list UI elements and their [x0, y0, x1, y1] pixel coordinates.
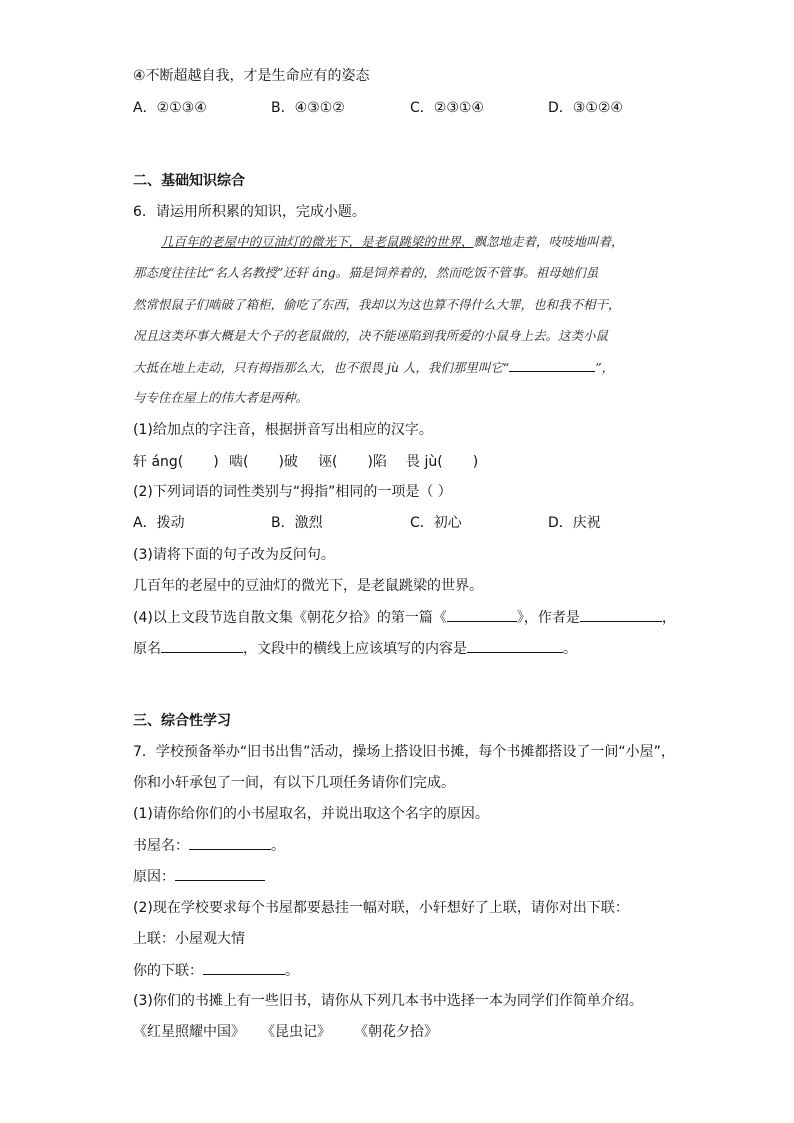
q6-sub2-prompt: (2)下列词语的词性类别与“拇指”相同的一项是（ ）	[133, 484, 452, 500]
reason-blank[interactable]	[175, 866, 265, 881]
upper-couplet: 上联：小屋观大情	[133, 931, 245, 947]
q7-sub3-prompt: (3)你们的书摊上有一些旧书，请你从下列几本书中选择一本为同学们作简单介绍。	[133, 993, 643, 1009]
q7-sub1-prompt: (1)请你给你们的小书屋取名，并说出取这个名字的原因。	[133, 806, 489, 822]
reason-line: 原因：	[133, 866, 265, 887]
bookhouse-name-line: 书屋名： 。	[133, 835, 285, 856]
q7-stem-line-2: 你和小轩承包了一间，有以下几项任务请你们完成。	[133, 775, 455, 791]
q6-sub1-item-1[interactable]: 轩 áng( )	[133, 454, 219, 470]
bookhouse-name-blank[interactable]	[189, 835, 271, 850]
passage-line-5	[133, 357, 670, 378]
lower-couplet-line: 你的下联： 。	[133, 960, 299, 981]
q6-sub1-prompt: (1)给加点的字注音，根据拼音写出相应的汉字。	[133, 422, 433, 438]
q6-sub3-sentence: 几百年的老屋中的豆油灯的微光下，是老鼠跳梁的世界。	[133, 578, 483, 594]
q6-sub2-option-a[interactable]: A．拨动	[133, 515, 185, 531]
q5-option-a[interactable]: A．②①③④	[133, 100, 207, 116]
passage-line-3: 然常恨鼠子们啮破了箱柜，偷吃了东西，我却以为这也算不得什么大罪，也和我不相干，	[133, 297, 621, 312]
book-option-2[interactable]: 《昆虫记》	[261, 1024, 331, 1040]
section-2-title: 二、基础知识综合	[133, 173, 245, 189]
original-name-blank[interactable]	[161, 638, 243, 653]
fill-content-blank[interactable]	[467, 638, 563, 653]
lower-couplet-blank[interactable]	[203, 960, 285, 975]
passage-line-5-end: ”，	[595, 360, 615, 375]
passage-line-1	[161, 232, 670, 252]
q6-sub2-option-b[interactable]: B．激烈	[271, 515, 323, 531]
passage-line-1-rest: 飘忽地走着，吱吱地叫着，	[473, 234, 624, 249]
passage-underlined-sentence: 几百年的老屋中的豆油灯的微光下，是老鼠跳梁的世界，	[161, 234, 474, 249]
q6-sub2-option-c[interactable]: C．初心	[410, 515, 462, 531]
passage-line-5-text: 大抵在地上走动，只有拇指那么大，也不很畏 jù 人，我们那里叫它“	[133, 360, 510, 375]
q5-option-d[interactable]: D．③①②④	[548, 100, 623, 116]
q6-sub3-prompt: (3)请将下面的句子改为反问句。	[133, 547, 335, 563]
book-option-3[interactable]: 《朝花夕拾》	[354, 1024, 438, 1040]
passage-blank[interactable]	[509, 357, 595, 372]
q6-sub1-item-2[interactable]: 啮( )破	[229, 454, 298, 470]
book-option-1[interactable]: 《红星照耀中国》	[133, 1024, 245, 1040]
q6-sub1-item-3[interactable]: 诬( )陷	[318, 454, 387, 470]
section-3-title: 三、综合性学习	[133, 713, 231, 729]
passage-line-4: 况且这类坏事大概是大个子的老鼠做的，决不能诬陷到我所爱的小鼠身上去。这类小鼠	[133, 328, 609, 343]
book-title-blank[interactable]	[447, 607, 517, 622]
q5-option-b[interactable]: B．④③①②	[271, 100, 345, 116]
q6-sub4-line-2: 原名 ，文段中的横线上应该填写的内容是 。	[133, 638, 577, 659]
passage-line-6: 与专住在屋上的伟大者是两种。	[133, 390, 309, 405]
q6-sub4-line-1: (4)以上文段节选自散文集《朝花夕拾》的第一篇《 》，作者是 ，	[133, 607, 676, 628]
q5-item-4: ④不断超越自我，才是生命应有的姿态	[133, 68, 370, 84]
q6-stem: 6．请运用所积累的知识，完成小题。	[133, 204, 366, 220]
q7-stem-line-1: 7．学校预备举办“旧书出售”活动，操场上搭设旧书摊，每个书摊都搭设了一间“小屋”，	[133, 744, 675, 760]
q5-option-c[interactable]: C．②③①④	[410, 100, 484, 116]
q6-sub1-item-4[interactable]: 畏 jù( )	[406, 454, 479, 470]
passage-line-2: 那态度往往比“名人名教授”还轩 áng。猫是饲养着的，然而吃饭不管事。祖母她们虽	[133, 265, 599, 280]
q7-sub2-prompt: (2)现在学校要求每个书屋都要悬挂一幅对联，小轩想好了上联，请你对出下联：	[133, 900, 629, 916]
author-blank[interactable]	[580, 607, 662, 622]
q6-sub2-option-d[interactable]: D．庆祝	[548, 515, 601, 531]
